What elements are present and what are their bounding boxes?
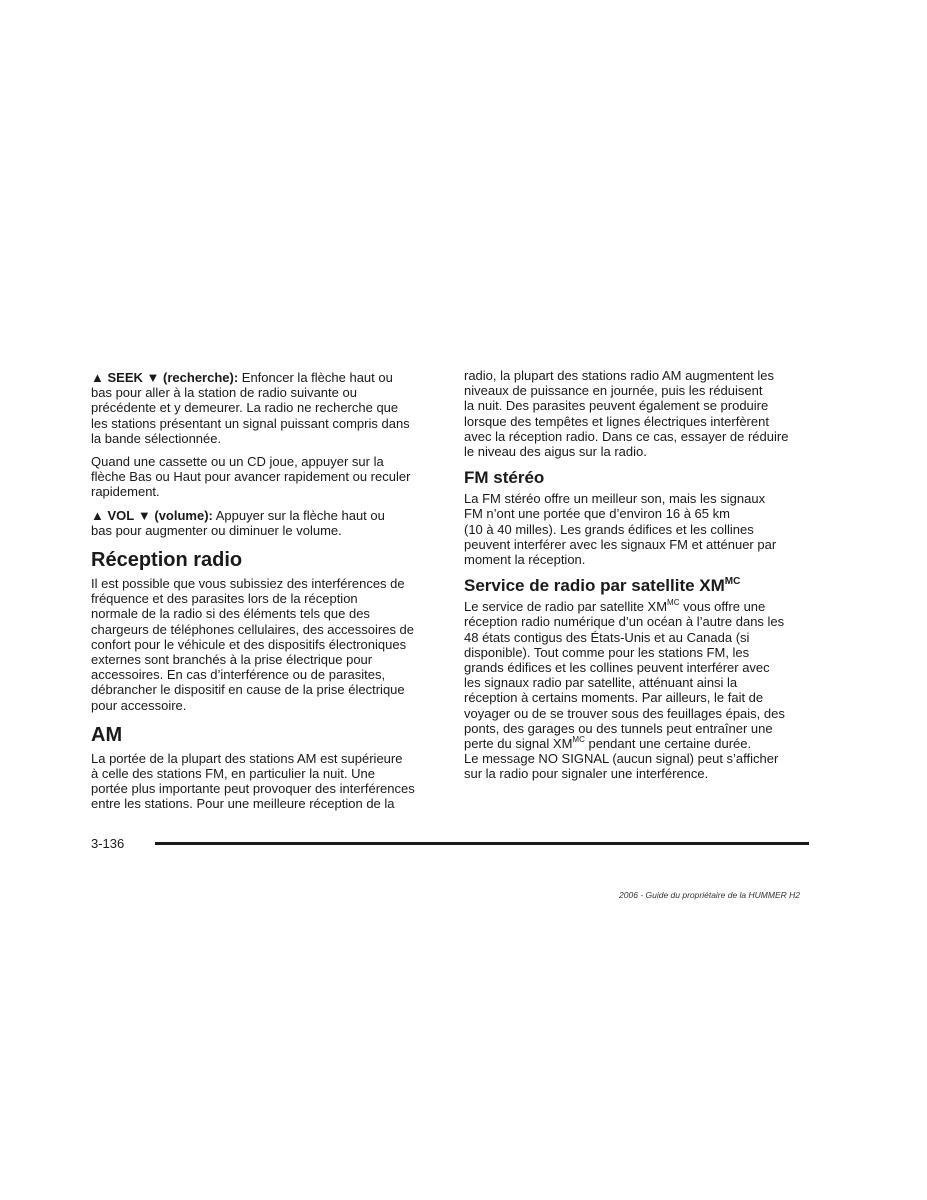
footer-rule: [155, 842, 809, 845]
xm-text: grands édifices et les collines peuvent interférer avec: [464, 660, 770, 676]
reception-text: Il est possible que vous subissiez des interférences de: [91, 576, 405, 592]
fm-text: (10 à 40 milles). Les grands édifices et les collines: [464, 521, 754, 537]
fm-text: peuvent interférer avec les signaux FM et atténuer par: [464, 536, 777, 552]
xm-text: Le service de radio par satellite XM: [464, 599, 668, 615]
cassette-text: Quand une cassette ou un CD joue, appuyer sur la: [91, 454, 384, 470]
reception-text: pour accessoire.: [91, 697, 187, 713]
nosignal-text: Le message NO SIGNAL (aucun signal) peut s’afficher: [464, 751, 779, 767]
left-column: [91, 370, 441, 820]
am-text: radio, la plupart des stations radio AM augmentent les: [464, 368, 775, 383]
seek-text: Enfoncer la flèche haut ou: [238, 370, 393, 385]
seek-paragraph: [91, 370, 441, 446]
down-arrow-icon: ▼: [146, 370, 160, 385]
vol-text: bas pour augmenter ou diminuer le volume.: [91, 522, 342, 538]
seek-text: précédente et y demeurer. La radio ne recherche que: [91, 400, 399, 416]
am-text: avec la réception radio. Dans ce cas, essayer de réduire: [464, 428, 789, 444]
am-continued-paragraph: [464, 368, 814, 459]
fm-text: moment la réception.: [464, 552, 586, 568]
am-text: lorsque des tempêtes et lignes électriques interfèrent: [464, 413, 769, 429]
reception-text: accessoires. En cas d’interférence ou de parasites,: [91, 667, 386, 683]
footer-text: 2006 - Guide du propriétaire de la HUMMER H2: [619, 890, 800, 900]
xm-text: voyager ou de se trouver sous des feuillages épais, des: [464, 705, 785, 721]
am-text: entre les stations. Pour une meilleure réception de la: [91, 796, 395, 812]
xm-text: pendant une certaine durée.: [584, 736, 752, 752]
xm-paragraph: [464, 599, 814, 781]
reception-heading: Réception radio: [91, 549, 243, 572]
fm-text: La FM stéréo offre un meilleur son, mais les signaux: [464, 491, 766, 507]
xm-text: réception à certains moments. Par ailleurs, le fait de: [464, 690, 764, 706]
am-heading: AM: [91, 723, 123, 746]
reception-text: externes sont branchés à la prise électrique pour: [91, 652, 373, 668]
reception-text: normale de la radio si des éléments tels que des: [91, 606, 370, 622]
xm-heading: [464, 575, 814, 597]
xm-text: disponible). Tout comme pour les stations FM, les: [464, 644, 750, 660]
nosignal-text: sur la radio pour signaler une interférence.: [464, 766, 709, 782]
reception-text: débrancher le dispositif en cause de la prise électrique: [91, 682, 405, 698]
fm-text: FM n’ont une portée que d’environ 16 à 65 km: [464, 506, 730, 522]
fm-heading: FM stéréo: [464, 468, 545, 488]
xm-text: ponts, des garages ou des tunnels peut entraîner une: [464, 720, 773, 736]
vol-label: VOL: [107, 507, 135, 523]
xm-text: 48 états contigus des États-Unis et au Canada (si: [464, 629, 750, 645]
reception-text: fréquence et des parasites lors de la réception: [91, 591, 358, 607]
vol-text: Appuyer sur la flèche haut ou: [212, 507, 385, 523]
xm-text: vous offre une: [679, 599, 766, 615]
reception-text: confort pour le véhicule et des dispositifs électroniques: [91, 636, 407, 652]
seek-text: les stations présentant un signal puissant compris dans: [91, 415, 410, 431]
seek-term: (recherche):: [163, 370, 239, 385]
xm-heading-superscript: MC: [724, 575, 741, 587]
page-number: 3-136: [91, 836, 125, 851]
reception-paragraph: [91, 576, 441, 713]
seek-label: SEEK: [107, 370, 143, 385]
xm-text: les signaux radio par satellite, atténuant ainsi la: [464, 675, 738, 691]
up-arrow-icon: ▲: [91, 370, 104, 385]
am-text: La portée de la plupart des stations AM est supérieure: [91, 750, 403, 766]
cassette-text: flèche Bas ou Haut pour avancer rapidement ou reculer: [91, 469, 411, 485]
xm-superscript: MC: [667, 597, 680, 607]
seek-text: la bande sélectionnée.: [91, 430, 222, 446]
xm-text: perte du signal XM: [464, 736, 573, 752]
right-column: [464, 368, 814, 782]
am-text: à celle des stations FM, en particulier la nuit. Une: [91, 766, 375, 782]
up-arrow-icon: ▲: [91, 507, 104, 523]
am-text: le niveau des aigus sur la radio.: [464, 444, 647, 460]
xm-heading-text: Service de radio par satellite XM: [464, 576, 725, 596]
vol-term: (volume):: [154, 507, 213, 523]
reception-text: chargeurs de téléphones cellulaires, des accessoires de: [91, 621, 415, 637]
cassette-paragraph: [91, 454, 441, 500]
am-text: niveaux de puissance en journée, puis les réduisent: [464, 383, 763, 399]
fm-paragraph: [464, 491, 814, 567]
down-arrow-icon: ▼: [137, 507, 151, 523]
xm-text: réception radio numérique d’un océan à l’autre dans les: [464, 614, 785, 630]
am-paragraph: [91, 751, 441, 812]
vol-paragraph: [91, 508, 441, 538]
cassette-text: rapidement.: [91, 484, 160, 500]
seek-text: bas pour aller à la station de radio suivante ou: [91, 385, 357, 401]
xm-superscript: MC: [572, 734, 585, 744]
am-text: la nuit. Des parasites peuvent également se produire: [464, 398, 769, 414]
am-text: portée plus importante peut provoquer des interférences: [91, 781, 415, 797]
